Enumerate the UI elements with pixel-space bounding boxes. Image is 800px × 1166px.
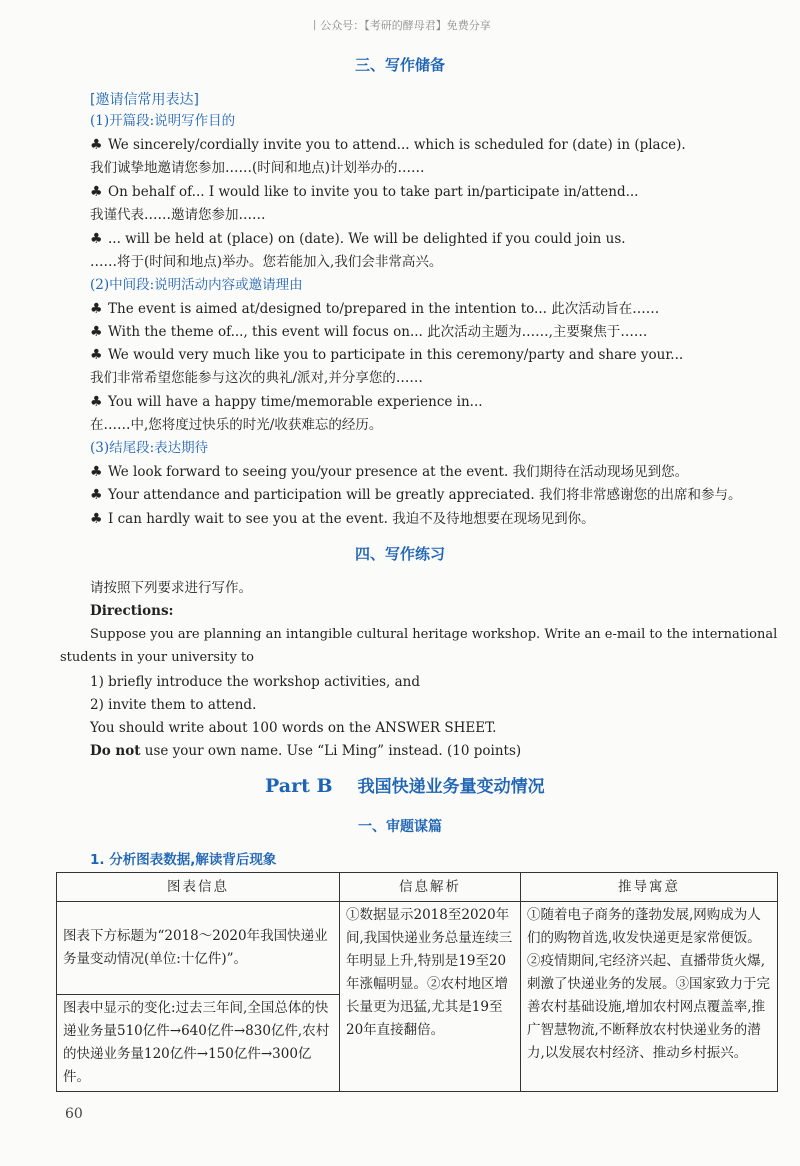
- section-title-writing-practice: 四、写作练习: [354, 545, 445, 563]
- table-row: [57, 902, 778, 995]
- directions-text-cont: students in your university to: [60, 650, 254, 665]
- middle-heading: (2)中间段:说明活动内容或邀请理由: [90, 277, 303, 293]
- directions-text: Suppose you are planning an intangible cultural heritage workshop. Write an e-mail to the international: [90, 627, 778, 642]
- part-b-subtitle: 一、审题谋篇: [358, 819, 442, 835]
- list-item: ♣ The event is aimed at/designed to/prepared in the intention to... 此次活动旨在……: [90, 301, 660, 317]
- club-icon: ♣: [90, 511, 103, 527]
- club-icon: ♣: [90, 347, 103, 363]
- part-b-title: 我国快递业务量变动情况: [357, 777, 545, 797]
- table-cell-implication: ①随着电子商务的蓬勃发展,网购成为人们的购物首选,收发快递更是家常便饭。②疫情期间,宅经济兴起、直播带货火爆,刺激了快递业务的发展。③国家致力于完善农村基础设施,增加农村网点覆盖率,推广智慧物流,不断释放农村快递业务的潜力,以发展农村经济、推动乡村振兴。: [521, 902, 778, 1092]
- analysis-table: [56, 872, 778, 1092]
- list-item-translation: ……将于(时间和地点)举办。您若能加入,我们会非常高兴。: [90, 254, 443, 270]
- club-icon: ♣: [90, 184, 103, 200]
- watermark: 丨公众号：【考研的酵母君】免费分享: [309, 19, 491, 32]
- list-item: ♣ We would very much like you to participate in this ceremony/party and share your...: [90, 347, 684, 363]
- list-item: ♣ We sincerely/cordially invite you to attend... which is scheduled for (date) in (place).: [90, 137, 686, 153]
- table-cell-analysis: ①数据显示2018至2020年间,我国快递业务总量连续三年明显上升,特别是19至20年涨幅明显。②农村地区增长量更为迅猛,尤其是19至20年直接翻倍。: [340, 902, 521, 1092]
- part-b-label: Part B: [265, 775, 333, 797]
- table-cell-info: 图表下方标题为“2018～2020年我国快递业务量变动情况(单位:十亿件)”。: [57, 902, 340, 995]
- club-icon: ♣: [90, 301, 103, 317]
- table-cell-info: 图表中显示的变化:过去三年间,全国总体的快递业务量510亿件→640亿件→830亿件,农村的快递业务量120亿件→150亿件→300亿件。: [57, 995, 340, 1092]
- list-item: ♣ We look forward to seeing you/your presence at the event. 我们期待在活动现场见到您。: [90, 464, 689, 480]
- list-item: ♣ On behalf of... I would like to invite you to take part in/participate in/attend...: [90, 184, 639, 200]
- box-label: [邀请信常用表达]: [90, 92, 199, 108]
- list-item: ♣ You will have a happy time/memorable experience in...: [90, 394, 483, 410]
- table-header: 图表信息: [57, 873, 340, 902]
- opening-heading: (1)开篇段:说明写作目的: [90, 113, 236, 129]
- club-icon: ♣: [90, 464, 103, 480]
- list-item: ♣ Your attendance and participation will be greatly appreciated. 我们将非常感谢您的出席和参与。: [90, 487, 742, 503]
- section-title-writing-reserve: 三、写作储备: [354, 56, 445, 74]
- word-requirement: You should write about 100 words on the ANSWER SHEET.: [90, 720, 497, 736]
- table-header-row: [57, 873, 778, 902]
- directions-item-2: 2) invite them to attend.: [90, 697, 257, 713]
- page-number: 60: [65, 1106, 83, 1122]
- closing-heading: (3)结尾段:表达期待: [90, 440, 209, 456]
- list-item: ♣ I can hardly wait to see you at the event. 我迫不及待地想要在现场见到你。: [90, 511, 595, 527]
- club-icon: ♣: [90, 487, 103, 503]
- list-item-translation: 我谨代表……邀请您参加……: [90, 207, 266, 223]
- table-header: 信息解析: [340, 873, 521, 902]
- part-b-heading: [265, 772, 545, 797]
- table-header: 推导寓意: [521, 873, 778, 902]
- directions-label: Directions:: [90, 603, 174, 619]
- list-item-translation: 我们诚挚地邀请您参加……(时间和地点)计划举办的……: [90, 160, 425, 176]
- club-icon: ♣: [90, 394, 103, 410]
- list-item-translation: 我们非常希望您能参与这次的典礼/派对,并分享您的……: [90, 370, 423, 386]
- list-item-translation: 在……中,您将度过快乐的时光/收获难忘的经历。: [90, 417, 383, 433]
- list-item: ♣ ... will be held at (place) on (date). We will be delighted if you could join us.: [90, 231, 626, 247]
- club-icon: ♣: [90, 231, 103, 247]
- club-icon: ♣: [90, 324, 103, 340]
- step-heading: 1. 分析图表数据,解读背后现象: [90, 852, 277, 868]
- name-requirement: Do not use your own name. Use “Li Ming” instead. (10 points): [90, 743, 522, 759]
- directions-item-1: 1) briefly introduce the workshop activities, and: [90, 674, 420, 690]
- club-icon: ♣: [90, 137, 103, 153]
- list-item: ♣ With the theme of..., this event will focus on... 此次活动主题为……,主要聚焦于……: [90, 324, 648, 340]
- practice-intro: 请按照下列要求进行写作。: [90, 580, 252, 596]
